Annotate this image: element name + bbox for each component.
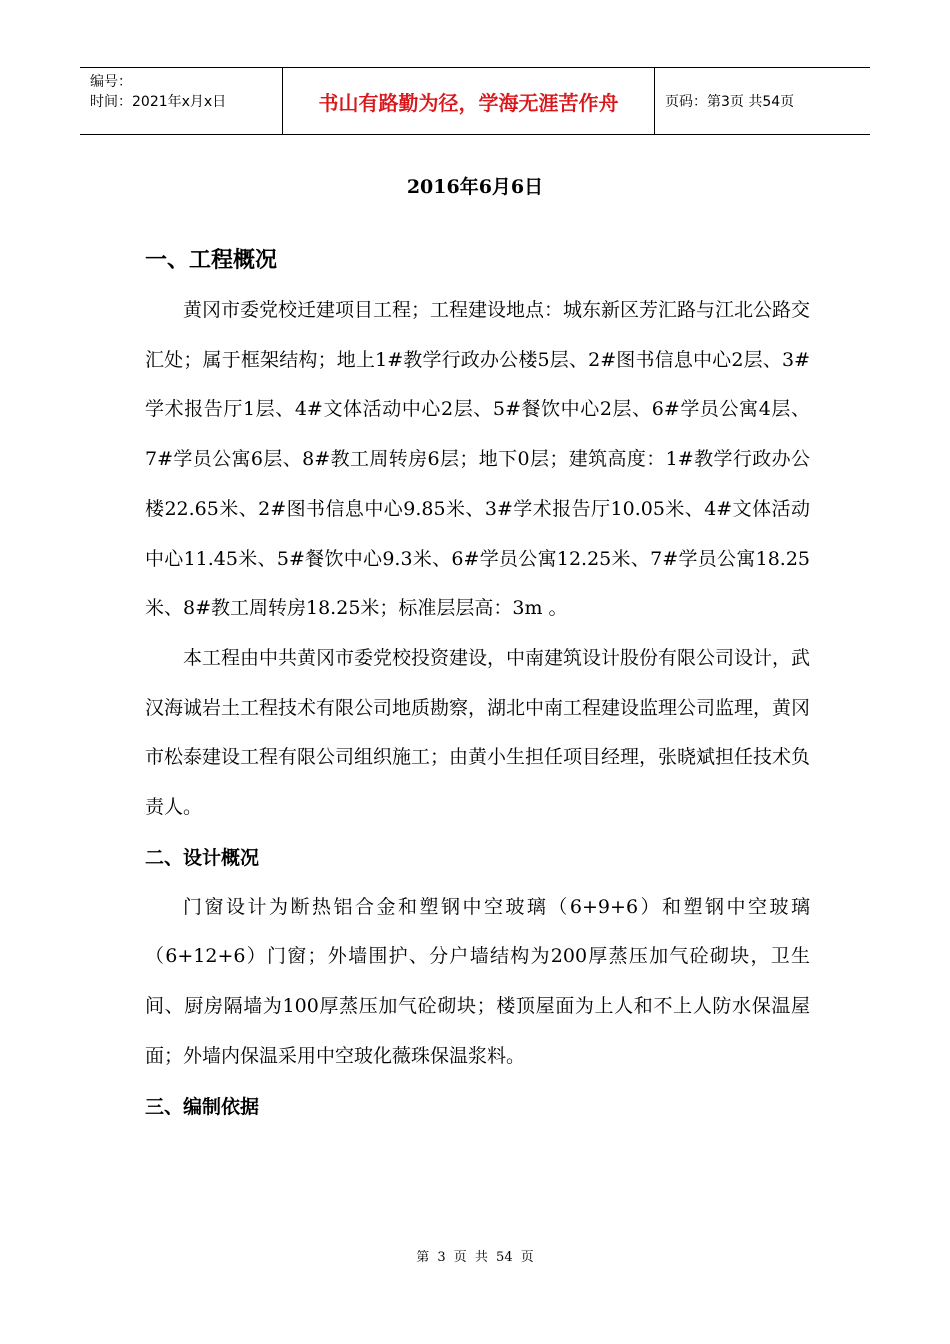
header-page-info: 页码：第3页 共54页 <box>665 94 795 110</box>
document-date: 2016年6月6日 <box>406 176 544 198</box>
number-label: 编号： <box>90 74 132 90</box>
paragraph: 门窗设计为断热铝合金和塑钢中空玻璃（6+9+6）和塑钢中空玻璃（6+12+6）门窗；外墙围护、分户墙结构为200厚蒸压加气砼砌块，卫生间、厨房隔墙为100厚蒸压加气砼砌块；楼顶屋面为上人和不上人防水保温屋面；外墙内保温采用中空玻化薇珠保温浆料。 <box>145 895 810 1067</box>
header-motto: 书山有路勤为径，学海无涯苦作舟 <box>282 68 655 134</box>
page-footer: 第 3 页 共 54 页 <box>416 1250 534 1265</box>
header-meta <box>80 68 282 134</box>
time-label: 时间：2021年x月x日 <box>90 94 227 110</box>
page-header <box>80 67 870 135</box>
document-body <box>145 240 810 1132</box>
paragraph: 黄冈市委党校迁建项目工程；工程建设地点：城东新区芳汇路与江北公路交汇处；属于框架结构；地上1#教学行政办公楼5层、2#图书信息中心2层、3#学术报告厅1层、4#文体活动中心2层、5#餐饮中心2层、6#学员公寓4层、7#学员公寓6层、8#教工周转房6层；地下0层；建筑高度：1#教学行政办公楼22.65米、2#图书信息中心9.85米、3#学术报告厅10.05米、4#文体活动中心11.45米、5#餐饮中心9.3米、6#学员公寓12.25米、7#学员公寓18.25米、8#教工周转房18.25米；标准层层高：3m 。 <box>145 299 811 620</box>
section-heading-overview: 一、工程概况 <box>145 248 278 273</box>
paragraph: 本工程由中共黄冈市委党校投资建设，中南建筑设计股份有限公司设计，武汉海诚岩土工程技术有限公司地质勘察，湖北中南工程建设监理公司监理，黄冈市松泰建设工程有限公司组织施工；由黄小生担任项目经理，张晓斌担任技术负责人。 <box>145 646 811 819</box>
section-heading-design: 二、设计概况 <box>145 846 260 869</box>
section-heading-basis: 三、编制依据 <box>145 1095 260 1118</box>
